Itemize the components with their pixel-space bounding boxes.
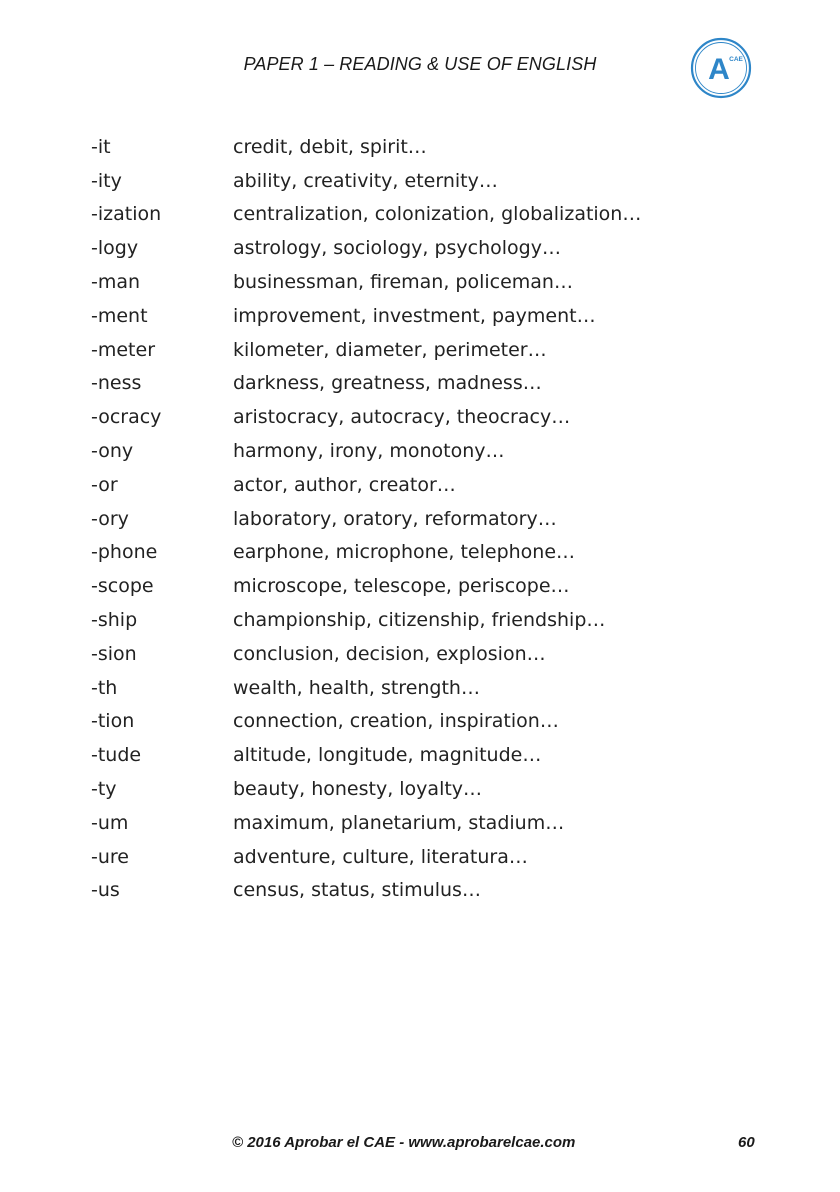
logo-small-text: CAE [729, 56, 743, 63]
suffix-examples: earphone, microphone, telephone… [233, 541, 576, 564]
list-item [91, 502, 751, 536]
logo-letter: A [708, 53, 730, 86]
list-item [91, 265, 751, 299]
list-item [91, 198, 751, 232]
suffix-examples: beauty, honesty, loyalty… [233, 778, 483, 801]
suffix-label: -ty [91, 778, 117, 801]
list-item [91, 231, 751, 265]
suffix-label: -um [91, 811, 129, 834]
list-item [91, 806, 751, 840]
suffix-examples: credit, debit, spirit… [233, 135, 427, 158]
list-item [91, 400, 751, 434]
suffix-label: -phone [91, 541, 158, 564]
suffix-label: -ory [91, 507, 129, 530]
list-item [91, 637, 751, 671]
suffix-label: -tude [91, 744, 142, 767]
suffix-examples: adventure, culture, literatura… [233, 845, 528, 868]
suffix-label: -it [91, 135, 111, 158]
suffix-examples: businessman, fireman, policeman… [233, 271, 573, 294]
suffix-examples: darkness, greatness, madness… [233, 372, 542, 395]
suffix-examples: microscope, telescope, periscope… [233, 575, 570, 598]
suffix-examples: laboratory, oratory, reformatory… [233, 507, 557, 530]
suffix-label: -ity [91, 169, 122, 192]
list-item [91, 840, 751, 874]
list-item [91, 671, 751, 705]
suffix-examples: championship, citizenship, friendship… [233, 609, 606, 632]
suffix-examples: connection, creation, inspiration… [233, 710, 559, 733]
suffix-label: -ocracy [91, 406, 162, 429]
suffix-label: -sion [91, 642, 137, 665]
suffix-examples: ability, creativity, eternity… [233, 169, 498, 192]
suffix-label: -th [91, 676, 118, 699]
list-item [91, 130, 751, 164]
suffix-label: -ment [91, 304, 148, 327]
suffix-label: -ness [91, 372, 142, 395]
footer-copyright: © 2016 Aprobar el CAE - www.aprobarelcae.com [232, 1134, 576, 1151]
cae-logo-icon [690, 37, 752, 99]
suffix-label: -ization [91, 203, 162, 226]
suffix-label: -ship [91, 609, 138, 632]
list-item [91, 299, 751, 333]
suffix-label: -scope [91, 575, 154, 598]
list-item [91, 434, 751, 468]
suffix-examples: wealth, health, strength… [233, 676, 480, 699]
suffix-list [91, 130, 751, 907]
page-number: 60 [738, 1134, 755, 1151]
suffix-examples: maximum, planetarium, stadium… [233, 811, 565, 834]
list-item [91, 164, 751, 198]
list-item [91, 536, 751, 570]
list-item [91, 468, 751, 502]
suffix-examples: centralization, colonization, globalization… [233, 203, 642, 226]
list-item [91, 705, 751, 739]
suffix-examples: altitude, longitude, magnitude… [233, 744, 542, 767]
list-item [91, 569, 751, 603]
suffix-label: -us [91, 879, 120, 902]
list-item [91, 367, 751, 401]
suffix-examples: harmony, irony, monotony… [233, 440, 505, 463]
suffix-label: -or [91, 473, 118, 496]
suffix-examples: actor, author, creator… [233, 473, 456, 496]
suffix-examples: census, status, stimulus… [233, 879, 481, 902]
suffix-label: -ony [91, 440, 134, 463]
suffix-label: -tion [91, 710, 135, 733]
list-item [91, 603, 751, 637]
suffix-label: -logy [91, 237, 139, 260]
suffix-label: -ure [91, 845, 129, 868]
suffix-examples: astrology, sociology, psychology… [233, 237, 561, 260]
suffix-label: -meter [91, 338, 156, 361]
suffix-examples: kilometer, diameter, perimeter… [233, 338, 547, 361]
list-item [91, 874, 751, 908]
suffix-label: -man [91, 271, 141, 294]
page-header-title: PAPER 1 – READING & USE OF ENGLISH [243, 54, 597, 74]
list-item [91, 333, 751, 367]
suffix-examples: aristocracy, autocracy, theocracy… [233, 406, 571, 429]
list-item [91, 738, 751, 772]
suffix-examples: improvement, investment, payment… [233, 304, 596, 327]
list-item [91, 772, 751, 806]
suffix-examples: conclusion, decision, explosion… [233, 642, 546, 665]
